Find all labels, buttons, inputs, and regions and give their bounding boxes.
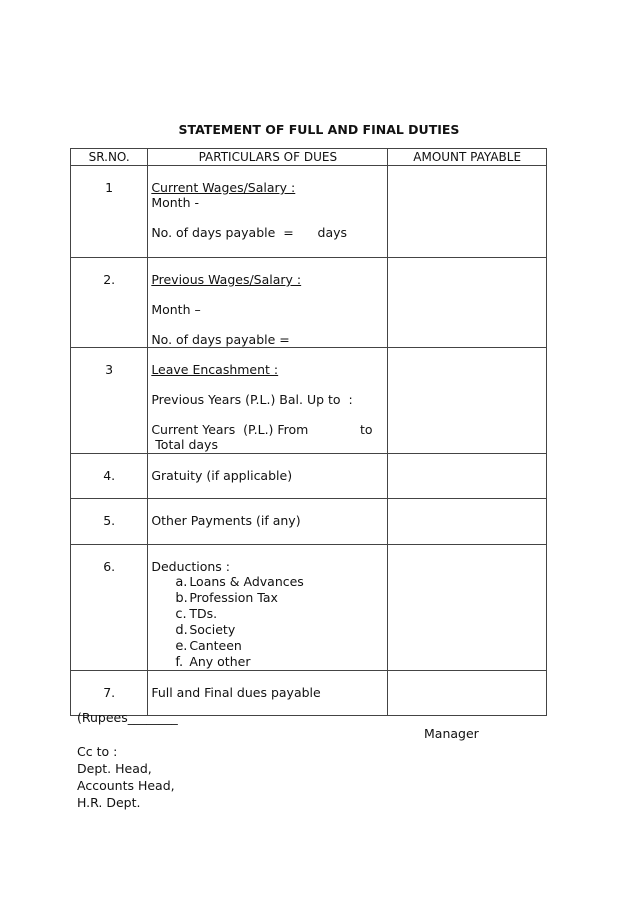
list-text: Profession Tax (189, 590, 278, 605)
header-sr-no: SR.NO. (71, 149, 148, 166)
particulars-cell (148, 166, 388, 258)
table-row (71, 258, 547, 348)
manager-signatory: Manager (424, 726, 479, 741)
footer-block (77, 709, 178, 811)
row-number: 1 (71, 166, 148, 258)
amount-cell[interactable] (388, 545, 547, 671)
deduction-item (151, 574, 383, 590)
table-header-row (71, 149, 547, 166)
table-row (71, 348, 547, 454)
row-number: 7. (71, 671, 148, 716)
cc-recipient: Accounts Head, (77, 778, 175, 793)
particulars-cell (148, 499, 388, 545)
particulars-cell (148, 258, 388, 348)
row-number: 2. (71, 258, 148, 348)
item-line: No. of days payable = (151, 332, 290, 347)
deduction-item (151, 590, 383, 606)
list-text: Any other (189, 654, 251, 669)
table-row (71, 166, 547, 258)
row-number: 3 (71, 348, 148, 454)
item-heading: Leave Encashment : (151, 362, 279, 377)
list-letter: f. (175, 655, 184, 670)
item-line: Month - (151, 195, 199, 210)
item-line: Current Years (P.L.) From to (151, 422, 373, 437)
item-line: Gratuity (if applicable) (151, 468, 293, 483)
item-heading: Current Wages/Salary : (151, 180, 296, 195)
list-text: TDs. (189, 606, 218, 621)
row-number: 4. (71, 454, 148, 499)
particulars-cell (148, 671, 388, 716)
table-row (71, 454, 547, 499)
row-number: 6. (71, 545, 148, 671)
header-amount-payable: AMOUNT PAYABLE (388, 149, 547, 166)
row-number: 5. (71, 499, 148, 545)
item-line: Full and Final dues payable (151, 685, 321, 700)
item-line: Total days (151, 437, 218, 452)
particulars-cell (148, 348, 388, 454)
list-letter: c. (175, 607, 187, 622)
amount-cell[interactable] (388, 671, 547, 716)
amount-cell[interactable] (388, 454, 547, 499)
amount-cell[interactable] (388, 166, 547, 258)
document-title: STATEMENT OF FULL AND FINAL DUTIES (178, 122, 460, 137)
header-particulars: PARTICULARS OF DUES (148, 149, 388, 166)
particulars-cell (148, 545, 388, 671)
cc-label: Cc to : (77, 744, 118, 759)
amount-cell[interactable] (388, 348, 547, 454)
dues-table (70, 148, 547, 716)
rupees-line: (Rupees________ (77, 710, 178, 725)
cc-recipient: H.R. Dept. (77, 795, 141, 810)
table-row (71, 499, 547, 545)
list-letter: b. (175, 591, 188, 606)
item-line: No. of days payable = days (151, 225, 348, 240)
list-text: Society (189, 622, 236, 637)
list-text: Loans & Advances (189, 574, 304, 589)
list-text: Canteen (189, 638, 242, 653)
table-row (71, 545, 547, 671)
deduction-item (151, 606, 383, 622)
list-letter: a. (175, 575, 188, 590)
amount-cell[interactable] (388, 499, 547, 545)
list-letter: d. (175, 623, 188, 638)
particulars-cell (148, 454, 388, 499)
deduction-item (151, 654, 383, 670)
deduction-item (151, 622, 383, 638)
deduction-item (151, 638, 383, 654)
list-letter: e. (175, 639, 188, 654)
cc-recipient: Dept. Head, (77, 761, 152, 776)
amount-cell[interactable] (388, 258, 547, 348)
item-heading: Previous Wages/Salary : (151, 272, 302, 287)
item-line: Month – (151, 302, 201, 317)
item-line: Previous Years (P.L.) Bal. Up to : (151, 392, 353, 407)
item-heading: Deductions : (151, 559, 230, 574)
item-line: Other Payments (if any) (151, 513, 301, 528)
